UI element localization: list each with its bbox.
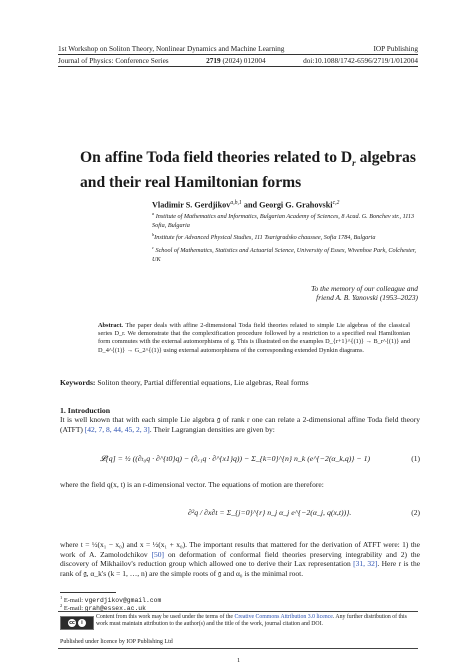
section-heading: 1. Introduction bbox=[60, 406, 111, 415]
equation-2 bbox=[60, 500, 420, 528]
affiliation-mark: a bbox=[152, 211, 155, 216]
citation-link[interactable]: [42, 7, 8, 44, 45, 2, 3] bbox=[84, 424, 150, 434]
keywords-label: Keywords: bbox=[60, 378, 96, 387]
title-subscript: r bbox=[352, 158, 356, 169]
affiliation-a bbox=[152, 210, 420, 230]
author-1-marks: a,b,1 bbox=[230, 200, 242, 206]
doi-text[interactable]: doi:10.1088/1742-6596/2719/1/012004 bbox=[303, 56, 418, 65]
citation-link[interactable]: [50] bbox=[151, 549, 165, 559]
citation-info bbox=[206, 56, 266, 65]
title-rest: algebras and their real Hamiltonian forms bbox=[80, 149, 416, 192]
dedication-line-2: friend A. B. Yanovski (1953–2023) bbox=[316, 293, 418, 303]
email-link[interactable]: vgerdjikov@gmail.com bbox=[84, 597, 162, 605]
abstract bbox=[98, 322, 410, 355]
equation-1-number: (1) bbox=[411, 454, 420, 463]
published-notice: Published under licence by IOP Publishing Ltd bbox=[60, 639, 173, 645]
para3-text-b: on deformation of conformal field theories preserving integrability and 2) the discovery of Mikhailov's reduction group which allowed one to derive their Lax representation bbox=[60, 549, 421, 569]
affiliation-b bbox=[152, 231, 420, 243]
attribution-icon: i bbox=[78, 619, 86, 627]
issue-info: (2024) 012004 bbox=[222, 56, 266, 65]
keywords bbox=[60, 378, 420, 387]
keywords-text: Soliton theory, Partial differential equations, Lie algebras, Real forms bbox=[95, 378, 309, 387]
intro-paragraph-3 bbox=[60, 540, 420, 578]
affiliation-text: Institute for Advanced Physical Studies, 111 Tsarigradsko chaussee, Sofia 1784, Bulgaria bbox=[154, 234, 376, 242]
title-text: On affine Toda field theories related to D bbox=[80, 149, 353, 166]
author-2-marks: c,2 bbox=[332, 200, 340, 206]
dedication bbox=[270, 284, 418, 303]
license-pre: Content from this work may be used under the terms of the bbox=[96, 614, 235, 620]
footnote-mark: 1 bbox=[60, 595, 63, 600]
author-list bbox=[152, 200, 339, 210]
para3-text-c: . Here r is the rank of 𝔤, α_k's (k = 1, …, n) are the simple roots of 𝔤 and α₀ is the minimal root. bbox=[60, 559, 421, 578]
para1-text: It is well known that with each simple Lie algebra 𝔤 of rank r one can relate a 2-dimensional affine Toda field theory (ATFT) bbox=[60, 415, 420, 434]
cc-badge-icon: cc bbox=[69, 620, 75, 626]
header-rule-2 bbox=[58, 66, 418, 67]
para1-end: . Their Lagrangian densities are given by: bbox=[149, 424, 275, 434]
author-1: Vladimir S. Gerdjikov bbox=[152, 200, 231, 210]
footer-rule bbox=[58, 611, 418, 612]
footnote-label: E-mail: bbox=[62, 597, 85, 605]
footer-rule-2 bbox=[58, 648, 418, 649]
workshop-name: 1st Workshop on Soliton Theory, Nonlinear Dynamics and Machine Learning bbox=[58, 44, 285, 53]
license-text bbox=[96, 614, 420, 629]
header-rule bbox=[58, 54, 418, 55]
header-row-2 bbox=[58, 56, 418, 65]
abstract-text: The paper deals with affine 2-dimensional Toda field theories related to simple Lie algebras of the classical series D_r. We demonstrate that the complexification procedure followed by a restriction to a specified real Hamiltonian form commutes with the external automorphisms of g. This is illustrated on the examples D_{r+1}^{(1)} → B_r^{(1)} and D_4^{(1)} → G_2^{(1)} using external automorphisms of the corresponding extended Dynkin diagrams. bbox=[98, 322, 410, 354]
page-number: 1 bbox=[237, 657, 241, 664]
citation-link[interactable]: [31, 32] bbox=[353, 559, 378, 569]
intro-paragraph-1 bbox=[60, 415, 420, 434]
affiliation-mark: b bbox=[152, 232, 155, 237]
header-row-1 bbox=[58, 44, 418, 53]
author-2: Georgi G. Grahovski bbox=[259, 200, 333, 210]
footnote-mark: 2 bbox=[60, 603, 63, 608]
footnote-rule bbox=[60, 592, 116, 593]
email-link[interactable]: grah@essex.ac.uk bbox=[84, 605, 146, 613]
para3-text-a: where t = ½(x₁ − x₀) and x = ½(x₁ + x₀). The important results that mattered for the derivation of ATFT were: 1) the work of A. Zamolodchikov bbox=[60, 540, 420, 559]
equation-1 bbox=[60, 448, 420, 474]
affiliation-text: School of Mathematics, Statistics and Actuarial Science, University of Essex, Wivenhoe Park, Colchester, UK bbox=[152, 247, 417, 263]
publisher-name: IOP Publishing bbox=[373, 44, 418, 53]
abstract-label: Abstract. bbox=[98, 322, 124, 329]
intro-paragraph-2: where the field q(x, t) is an r-dimensional vector. The equations of motion are therefore: bbox=[60, 480, 324, 489]
cc-license-icon[interactable] bbox=[60, 616, 94, 630]
equation-2-number: (2) bbox=[411, 508, 420, 517]
dedication-line-1: To the memory of our colleague and bbox=[311, 284, 418, 293]
license-link[interactable]: Creative Commons Attribution 3.0 licence bbox=[234, 614, 333, 620]
license-post: . Any further distribution of this work must maintain attribution to the author(s) and the title of the work, journal citation and DOI. bbox=[96, 614, 407, 628]
volume-number: 2719 bbox=[206, 56, 221, 65]
affiliation-c bbox=[152, 244, 420, 264]
affiliation-mark: c bbox=[152, 245, 154, 250]
equation-1-body: 𝓛[q] = ½ ((∂ₜ₀q · ∂^{t0}q) − (∂ₓ₁q · ∂^{x1}q)) − Σ_{k=0}^{n} n_k (e^{−2(α_k,q)} − 1) bbox=[100, 454, 371, 463]
author-and: and bbox=[241, 200, 260, 210]
equation-2-body: ∂²q / ∂x∂t = Σ_{j=0}^{r} n_j α_j e^{−2(α_j, q(x,t))}. bbox=[188, 508, 352, 517]
paper-title bbox=[80, 148, 420, 193]
footnote-label: E-mail: bbox=[62, 605, 85, 613]
journal-name: Journal of Physics: Conference Series bbox=[58, 56, 169, 65]
affiliation-text: Institute of Mathematics and Informatics, Bulgarian Academy of Sciences, 8 Acad. G. Bonchev str., 1113 Sofia, Bulgaria bbox=[152, 213, 415, 229]
